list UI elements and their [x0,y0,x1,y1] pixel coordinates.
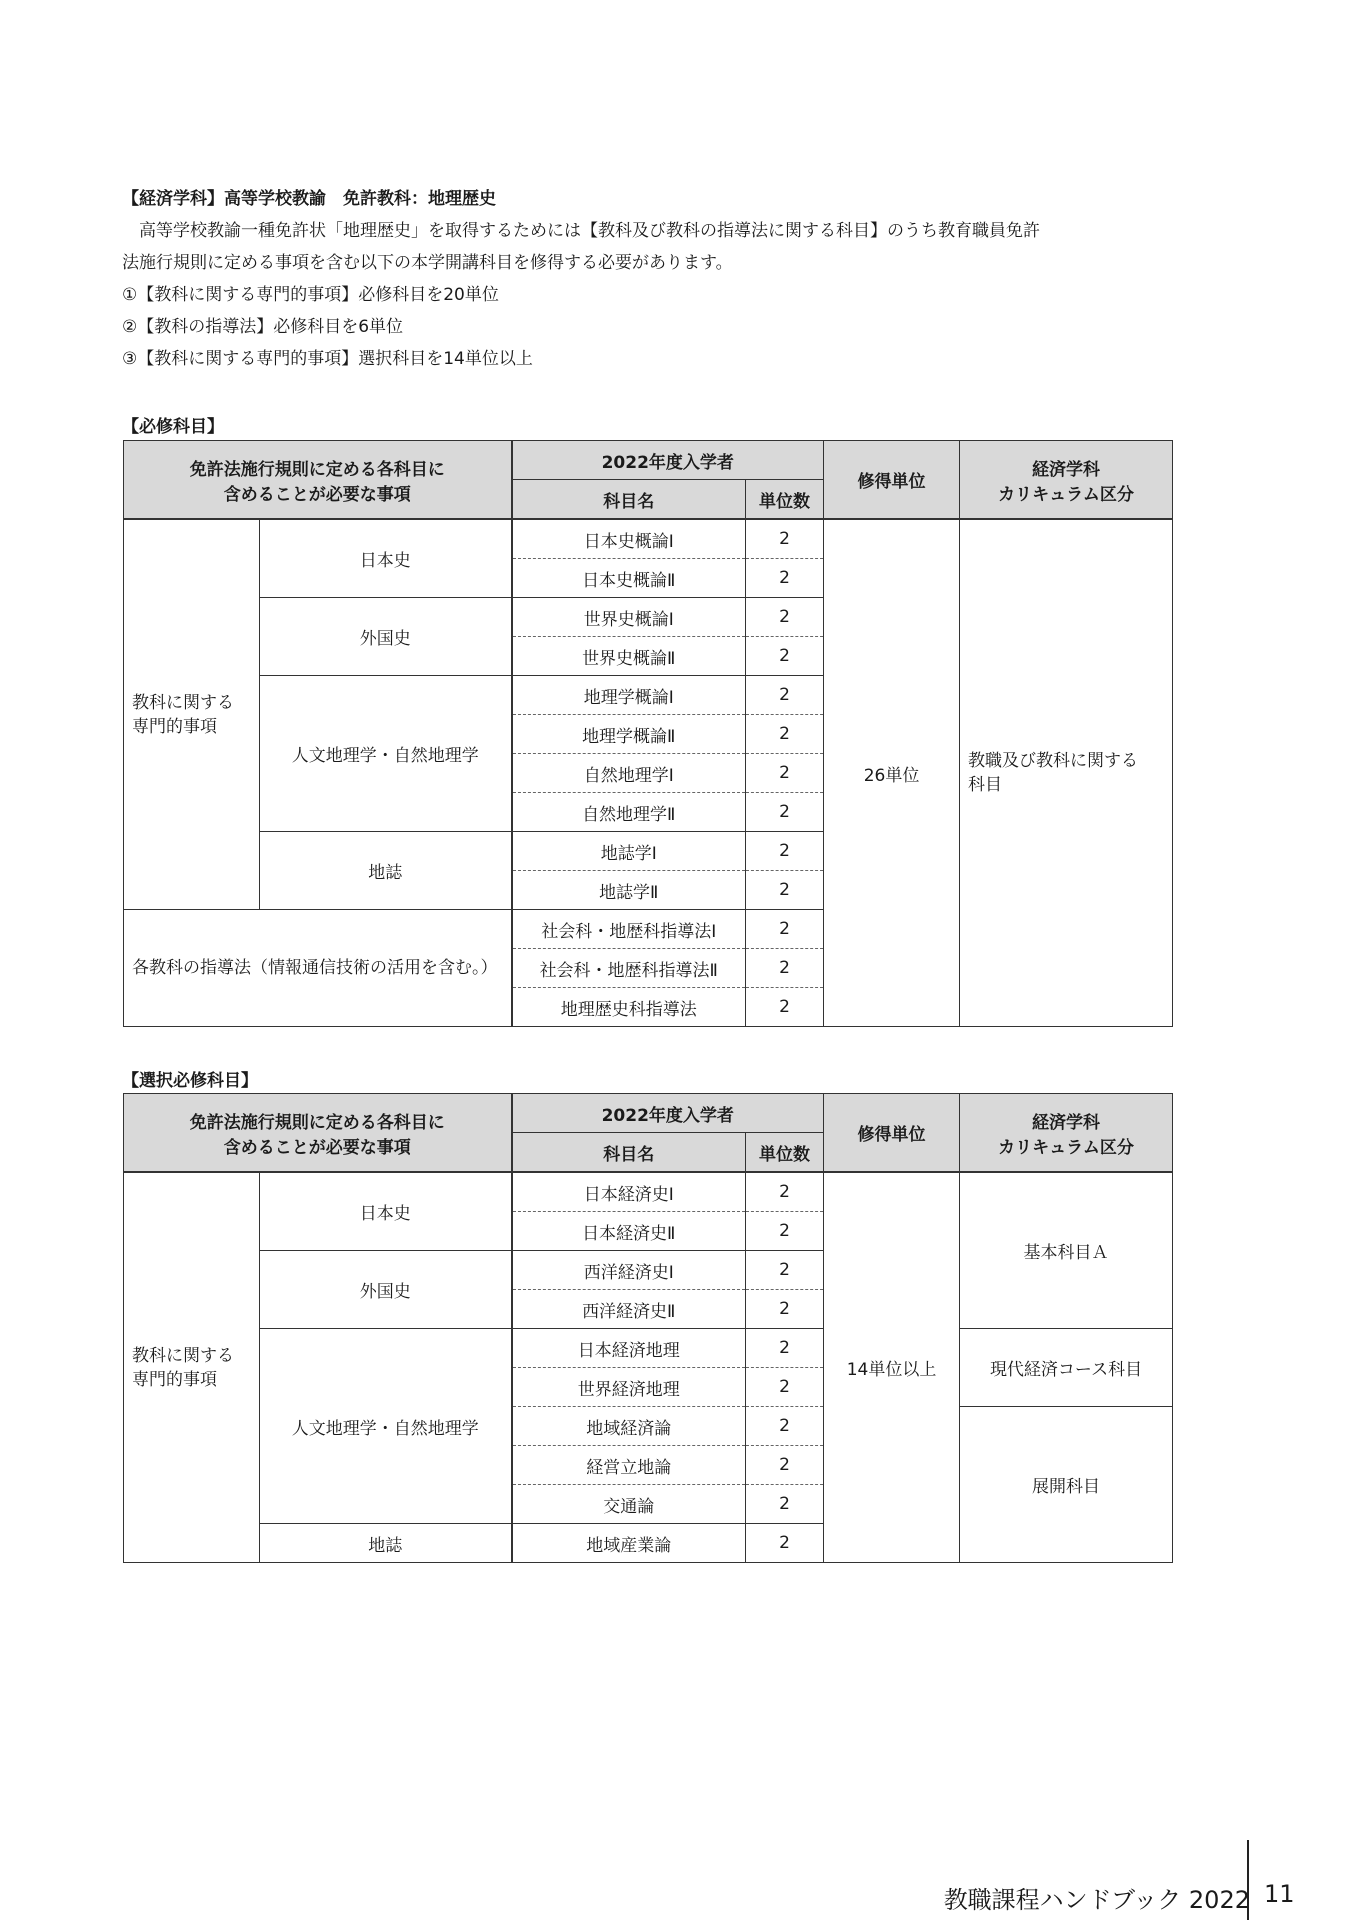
subject-name: 自然地理学Ⅰ [512,754,746,793]
subject-units: 2 [746,715,824,754]
subject-units: 2 [746,1290,824,1329]
header-curriculum-category: 経済学科 カリキュラム区分 [960,441,1173,520]
subject-name: 日本経済史Ⅰ [512,1172,746,1212]
group-subject-matter: 教科に関する 専門的事項 [124,519,260,910]
header-rule-items: 免許法施行規則に定める各科目に 含めることが必要な事項 [124,441,512,520]
subject-units: 2 [746,910,824,949]
subject-units: 2 [746,1251,824,1290]
required-subjects-table [123,440,1173,1027]
header-subject-name: 科目名 [512,1133,746,1173]
table-row [124,1172,1173,1212]
header-year: 2022年度入学者 [512,441,824,480]
subject-units: 2 [746,793,824,832]
subject-units: 2 [746,949,824,988]
subgroup-japanese-history: 日本史 [260,1172,512,1251]
intro-paragraph-line1: 高等学校教諭一種免許状「地理歴史」を取得するためには【教科及び教科の指導法に関する科目】のうち教育職員免許 [139,221,1040,241]
required-table-label: 【必修科目】 [122,417,224,437]
subgroup-foreign-history: 外国史 [260,598,512,676]
header-units: 単位数 [746,480,824,520]
header-units: 単位数 [746,1133,824,1173]
group-teaching-methods: 各教科の指導法（情報通信技術の活用を含む。） [124,910,512,1027]
subject-name: 西洋経済史Ⅱ [512,1290,746,1329]
header-year: 2022年度入学者 [512,1094,824,1133]
subject-name: 日本史概論Ⅱ [512,559,746,598]
curriculum-category-modern-economics: 現代経済コース科目 [960,1329,1173,1407]
subject-name: 世界史概論Ⅱ [512,637,746,676]
subject-units: 2 [746,1407,824,1446]
subject-units: 2 [746,637,824,676]
subject-units: 2 [746,559,824,598]
subject-name: 地域経済論 [512,1407,746,1446]
elective-table-label: 【選択必修科目】 [122,1071,258,1091]
table-header-row [124,1094,1173,1133]
subject-units: 2 [746,1329,824,1368]
subject-name: 世界経済地理 [512,1368,746,1407]
subject-units: 2 [746,1172,824,1212]
subject-name: 地域産業論 [512,1524,746,1563]
curriculum-category: 教職及び教科に関する 科目 [960,519,1173,1027]
subject-name: 日本経済地理 [512,1329,746,1368]
subject-name: 自然地理学Ⅱ [512,793,746,832]
subject-name: 社会科・地歴科指導法Ⅱ [512,949,746,988]
subgroup-foreign-history: 外国史 [260,1251,512,1329]
header-rule-items: 免許法施行規則に定める各科目に 含めることが必要な事項 [124,1094,512,1173]
footer-title: 教職課程ハンドブック 2022 [943,1886,1250,1914]
subject-name: 経営立地論 [512,1446,746,1485]
header-subject-name: 科目名 [512,480,746,520]
earned-units: 26単位 [824,519,960,1027]
subject-units: 2 [746,1368,824,1407]
header-curriculum-category: 経済学科 カリキュラム区分 [960,1094,1173,1173]
subject-name: 西洋経済史Ⅰ [512,1251,746,1290]
subject-units: 2 [746,832,824,871]
subject-name: 社会科・地歴科指導法Ⅰ [512,910,746,949]
table-row [124,1329,1173,1368]
subject-units: 2 [746,754,824,793]
subgroup-japanese-history: 日本史 [260,519,512,598]
requirement-item-1: ①【教科に関する専門的事項】必修科目を20単位 [122,285,499,305]
subject-units: 2 [746,1485,824,1524]
subject-name: 地理学概論Ⅱ [512,715,746,754]
section-heading: 【経済学科】高等学校教諭 免許教科：地理歴史 [122,189,496,209]
curriculum-category-basic-a: 基本科目Ａ [960,1172,1173,1329]
curriculum-category-advanced: 展開科目 [960,1407,1173,1563]
subject-units: 2 [746,1212,824,1251]
subgroup-geography: 人文地理学・自然地理学 [260,1329,512,1524]
subject-units: 2 [746,1446,824,1485]
subgroup-geography: 人文地理学・自然地理学 [260,676,512,832]
page-number: 11 [1264,1880,1295,1908]
subject-name: 日本史概論Ⅰ [512,519,746,559]
subject-units: 2 [746,988,824,1027]
intro-paragraph-line2: 法施行規則に定める事項を含む以下の本学開講科目を修得する必要があります。 [122,253,733,273]
header-earned-units: 修得単位 [824,1094,960,1173]
subject-units: 2 [746,871,824,910]
subgroup-regional-geography: 地誌 [260,1524,512,1563]
subject-units: 2 [746,598,824,637]
header-earned-units: 修得単位 [824,441,960,520]
subject-units: 2 [746,519,824,559]
subject-name: 地理学概論Ⅰ [512,676,746,715]
table-header-row [124,441,1173,480]
subgroup-regional-geography: 地誌 [260,832,512,910]
subject-units: 2 [746,676,824,715]
subject-name: 交通論 [512,1485,746,1524]
subject-name: 地誌学Ⅱ [512,871,746,910]
subject-name: 地誌学Ⅰ [512,832,746,871]
elective-subjects-table [123,1093,1173,1563]
earned-units: 14単位以上 [824,1172,960,1563]
requirement-item-2: ②【教科の指導法】必修科目を6単位 [122,317,404,337]
subject-name: 地理歴史科指導法 [512,988,746,1027]
intro-text [122,215,1172,375]
requirement-item-3: ③【教科に関する専門的事項】選択科目を14単位以上 [122,349,533,369]
group-subject-matter: 教科に関する 専門的事項 [124,1172,260,1563]
subject-name: 日本経済史Ⅱ [512,1212,746,1251]
subject-name: 世界史概論Ⅰ [512,598,746,637]
table-row [124,519,1173,559]
subject-units: 2 [746,1524,824,1563]
